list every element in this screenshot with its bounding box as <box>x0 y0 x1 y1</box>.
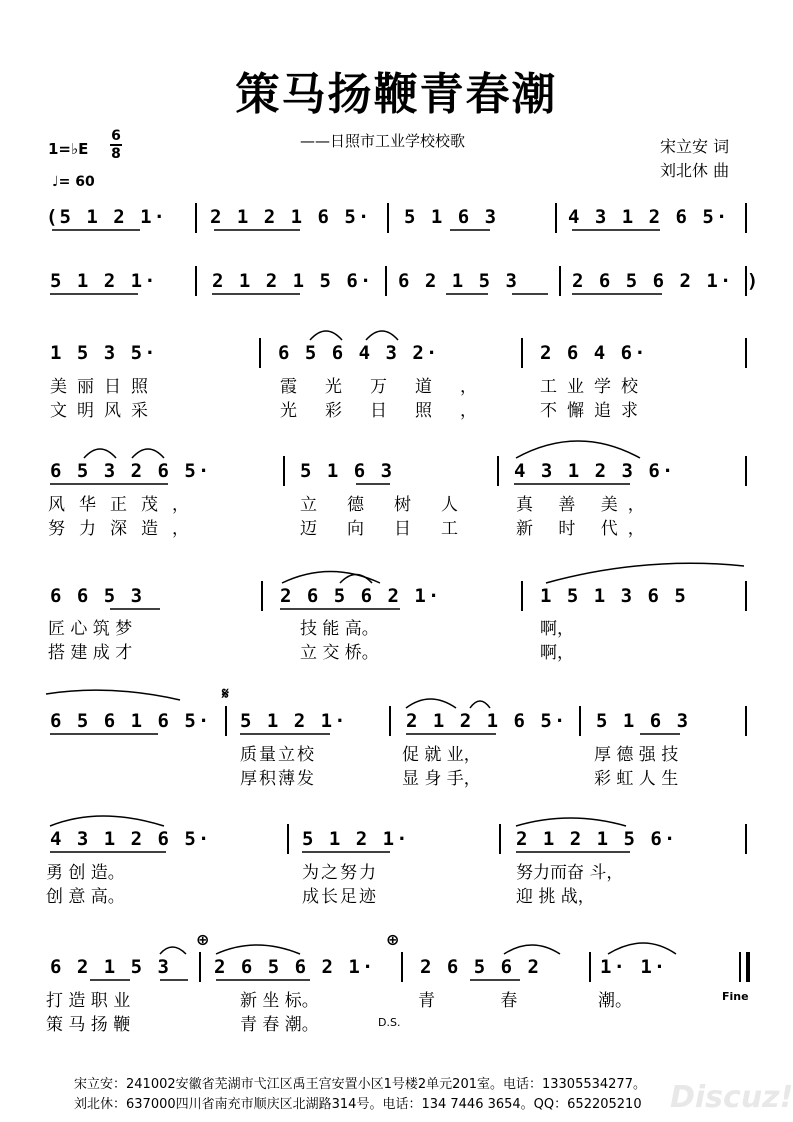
measure-notes: 4 3 1 2 6 5· <box>568 206 730 228</box>
lyric-verse2: 青 春 潮。 <box>240 1015 319 1035</box>
measure-notes: 5 1 6 3 <box>596 710 691 732</box>
lyric-verse2: 搭 建 成 才 <box>48 643 133 663</box>
lyric-verse1: 工业学校 <box>540 377 648 397</box>
time-denominator: 8 <box>111 146 121 162</box>
song-subtitle: ——日照市工业学校校歌 <box>300 132 466 150</box>
lyric-verse1: 厚 德 强 技 <box>594 745 679 765</box>
measure-notes: 5 1 6 3 <box>300 460 395 482</box>
measure-notes: 2 1 2 1 5 6· <box>212 270 374 292</box>
lyric-verse1: 为之努力 <box>302 863 378 883</box>
measure-notes: 5 1 2 1· <box>302 828 410 850</box>
measure-notes: 2 6 5 6 2 1· <box>214 956 376 978</box>
coda-sign: ⊕ <box>386 930 400 949</box>
lyric-verse1: 促 就 业， <box>402 745 481 765</box>
lyric-verse2: 立 交 桥。 <box>300 643 379 663</box>
measure-notes: 6 2 1 5 3 <box>398 270 519 292</box>
lyric-verse1: 打 造 职 业 <box>46 991 131 1011</box>
measure-notes: 2 6 5 6 2 1· ) <box>572 270 761 292</box>
measure-notes: 6 5 6 1 6 5· <box>50 710 212 732</box>
measure-notes: 4 3 1 2 3 6· <box>514 460 676 482</box>
lyric-verse1: 匠 心 筑 梦 <box>48 619 133 639</box>
lyric-verse2: 啊， <box>540 643 574 663</box>
lyric-verse1: 风华正茂， <box>48 495 203 515</box>
measure-notes: 2 1 2 1 6 5· <box>406 710 568 732</box>
measure-notes: 5 1 6 3 <box>404 206 499 228</box>
measure-notes: 2 1 2 1 5 6· <box>516 828 678 850</box>
lyric-verse1: 立德树人 <box>300 495 488 515</box>
tempo-mark: ♩= 60 <box>52 174 95 190</box>
lyric-verse2: 显 身 手， <box>402 769 481 789</box>
lyricist: 宋立安 词 <box>660 137 730 156</box>
lyric-verse1: 努力而奋 斗， <box>516 863 624 883</box>
measure-notes: 1 5 3 5· <box>50 342 158 364</box>
measure-notes: 1 5 1 3 6 5 <box>540 585 688 607</box>
lyric-verse2: 不懈追求 <box>540 401 648 421</box>
lyric-verse2: 迈向日工 <box>300 519 488 539</box>
lyric-verse2: 成长足迹 <box>302 887 378 907</box>
fine-mark: Fine <box>722 990 749 1003</box>
lyric-verse2: 策 马 扬 鞭 <box>46 1015 131 1035</box>
lyric-verse1: 技 能 高。 <box>300 619 379 639</box>
song-title: 策马扬鞭青春潮 <box>235 69 558 120</box>
ds-mark: D.S. <box>378 1016 401 1029</box>
coda-sign: ⊕ <box>196 930 210 949</box>
measure-notes: 4 3 1 2 6 5· <box>50 828 212 850</box>
lyric-verse1: 美丽日照 <box>50 377 158 397</box>
measure-notes: 2 6 5 6 2 1· <box>280 585 442 607</box>
measure-notes: 6 5 3 2 6 5· <box>50 460 212 482</box>
measure-notes: 2 6 4 6· <box>540 342 648 364</box>
measure-notes: 1· 1· <box>600 956 668 978</box>
lyric-verse1: 啊， <box>540 619 574 639</box>
key-signature: 1=♭E <box>48 140 89 158</box>
measure-notes: (5 1 2 1· <box>46 206 167 228</box>
lyric-verse1: 真 善 美， <box>516 495 655 515</box>
segno-sign: 𝄋 <box>222 684 229 703</box>
footer-lyricist-address: 宋立安：241002安徽省芜湖市弋江区禹王宫安置小区1号楼2单元201室。电话：13305534277。 <box>74 1077 646 1092</box>
lyric-verse1: 青 春 <box>418 991 548 1011</box>
lyric-verse2: 厚积薄发 <box>240 769 316 789</box>
lyric-verse2: 努力深造， <box>48 519 203 539</box>
measure-notes: 5 1 2 1· <box>240 710 348 732</box>
measure-notes: 5 1 2 1· <box>50 270 158 292</box>
footer-composer-address: 刘北休：637000四川省南充市顺庆区北湖路314号。电话：134 7446 3654。QQ：652205210 <box>74 1097 642 1112</box>
lyric-verse2: 彩 虹 人 生 <box>594 769 679 789</box>
watermark-logo: Discuz! <box>670 1080 793 1115</box>
lyric-verse2: 创 意 高。 <box>46 887 125 907</box>
lyric-verse2: 光彩日照， <box>280 401 505 421</box>
composer: 刘北休 曲 <box>660 161 730 180</box>
lyric-verse1: 霞光万道， <box>280 377 505 397</box>
measure-notes: 2 6 5 6 2 <box>420 956 541 978</box>
lyric-verse1: 潮。 <box>598 991 632 1011</box>
time-numerator: 6 <box>111 128 121 144</box>
measure-notes: 6 2 1 5 3 <box>50 956 171 978</box>
measure-notes: 2 1 2 1 6 5· <box>210 206 372 228</box>
lyric-verse1: 新 坐 标。 <box>240 991 319 1011</box>
lyric-verse2: 文明风采 <box>50 401 158 421</box>
measure-notes: 6 6 5 3 <box>50 585 145 607</box>
lyric-verse1: 勇 创 造。 <box>46 863 125 883</box>
lyric-verse2: 新 时 代， <box>516 519 655 539</box>
lyric-verse1: 质量立校 <box>240 745 316 765</box>
measure-notes: 6 5 6 4 3 2· <box>278 342 440 364</box>
lyric-verse2: 迎 挑 战， <box>516 887 595 907</box>
